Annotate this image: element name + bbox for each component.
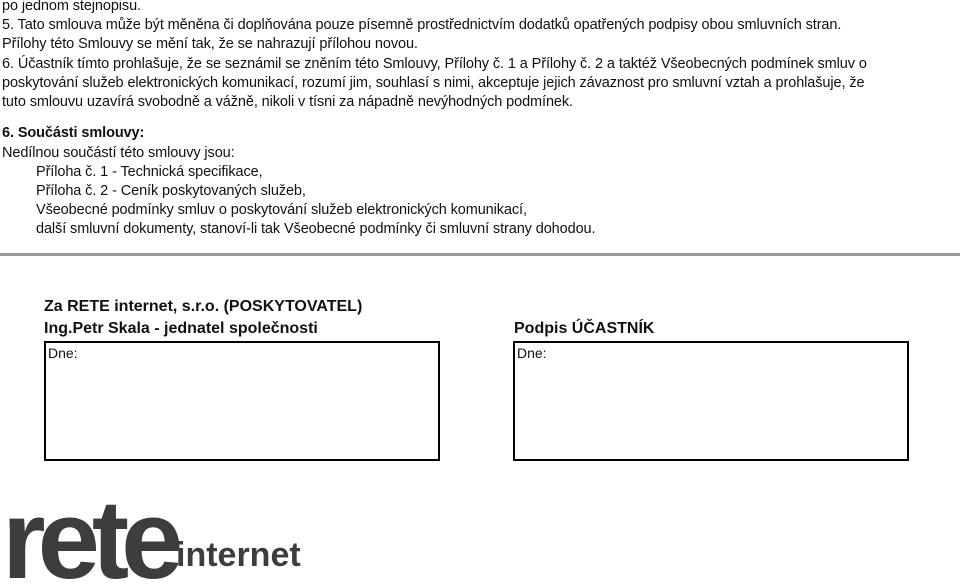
participant-signature-box[interactable] [513,341,909,461]
attachment-item: Příloha č. 1 - Technická specifikace, [36,164,263,180]
attachment-item: Příloha č. 2 - Ceník poskytovaných služeb, [36,183,306,199]
provider-signature-box[interactable] [44,341,440,461]
text-line: tuto smlouvu uzavírá svobodně a vážně, nikoli v tísni za nápadně nevýhodných podmínek. [2,94,573,110]
logo-rete-text: rete [2,488,176,587]
provider-date-label: Dne: [48,345,78,361]
section-divider [0,253,960,256]
participant-title: Podpis ÚČASTNÍK [514,320,655,337]
provider-signatory: Ing.Petr Skala - jednatel společnosti [44,320,318,337]
text-line: Přílohy této Smlouvy se mění tak, že se nahrazují přílohou novou. [2,36,418,52]
logo-internet-text: internet [176,536,301,574]
section-intro: Nedílnou součástí této smlouvy jsou: [2,145,235,161]
text-line: 5. Tato smlouva může být měněna či doplňována pouze písemně prostřednictvím dodatků opatřených podpisy obou smluvních stran. [2,17,842,33]
attachment-item: Všeobecné podmínky smluv o poskytování služeb elektronických komunikací, [36,202,527,218]
participant-date-label: Dne: [517,345,547,361]
attachment-item: další smluvní dokumenty, stanoví-li tak Všeobecné podmínky či smluvní strany dohodou. [36,221,596,237]
provider-title: Za RETE internet, s.r.o. (POSKYTOVATEL) [44,298,363,315]
text-line: 6. Účastník tímto prohlašuje, že se seznámil se zněním této Smlouvy, Přílohy č. 1 a Přílohy č. 2 a taktéž Všeobecných podmínek smluv o [2,56,867,72]
text-line: po jednom stejnopisu. [2,0,141,14]
section-heading: 6. Součásti smlouvy: [2,125,145,141]
rete-internet-logo [0,488,330,587]
text-line: poskytování služeb elektronických komunikací, rozumí jim, souhlasí s nimi, akceptuje jejich závaznost pro smluvní vztah a prohlašuje, že [2,75,865,91]
